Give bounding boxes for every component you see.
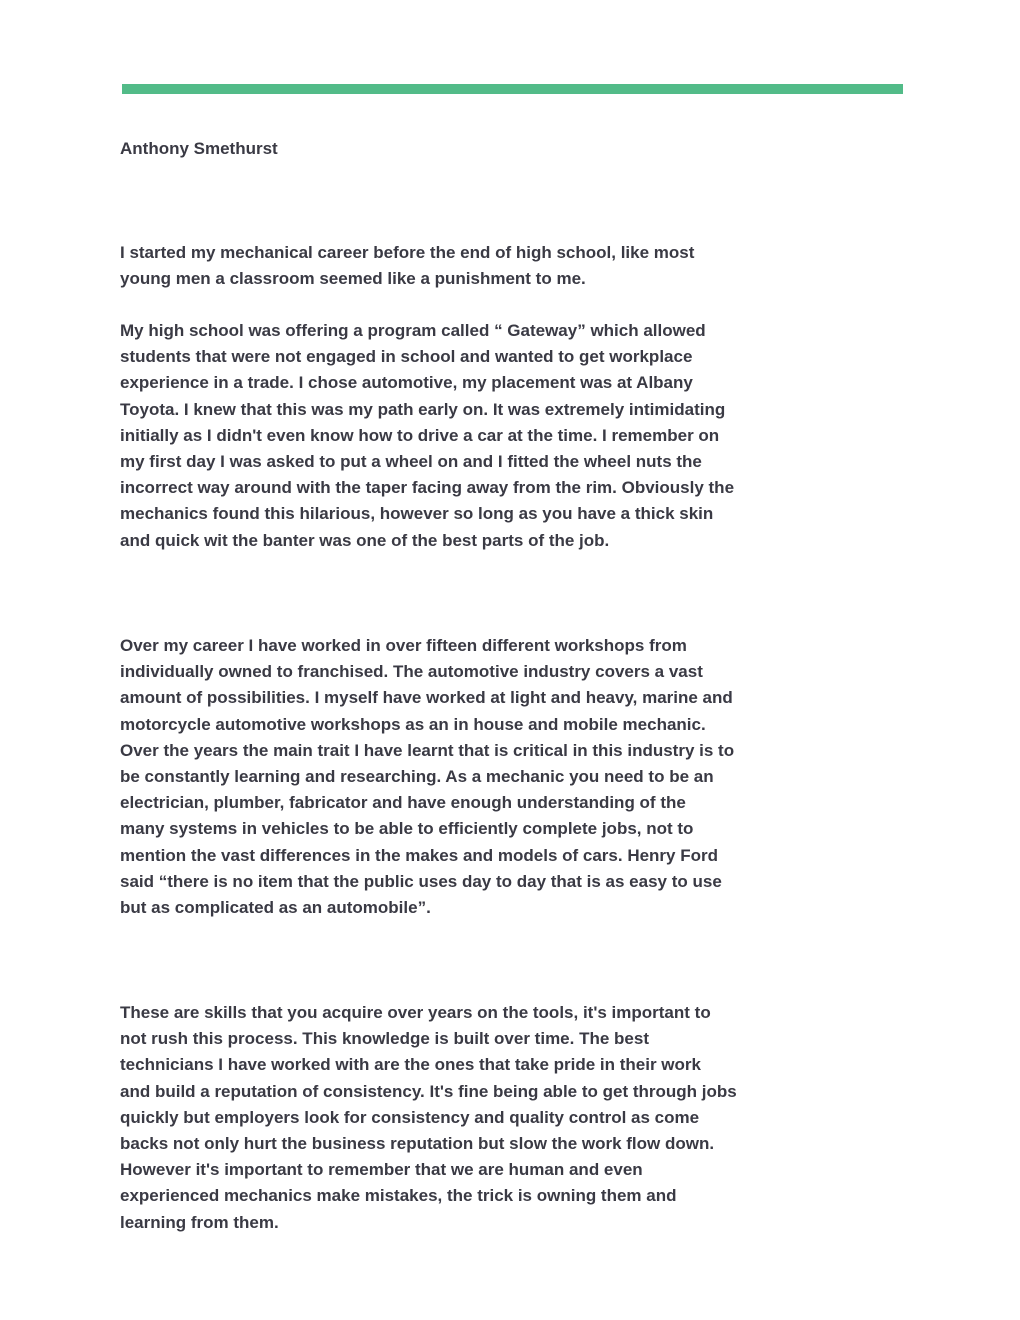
paragraph-line: technicians I have worked with are the ones that take pride in their work: [120, 1055, 701, 1075]
paragraph-line: incorrect way around with the taper facing away from the rim. Obviously the: [120, 478, 735, 498]
paragraph-line: electrician, plumber, fabricator and have enough understanding of the: [120, 793, 686, 813]
paragraph-line: students that were not engaged in school and wanted to get workplace: [120, 347, 693, 367]
paragraph-line: not rush this process. This knowledge is built over time. The best: [120, 1029, 649, 1049]
paragraph-line: However it's important to remember that we are human and even: [120, 1160, 643, 1180]
paragraph-line: backs not only hurt the business reputation but slow the work flow down.: [120, 1134, 715, 1154]
paragraph-line: mechanics found this hilarious, however so long as you have a thick skin: [120, 504, 714, 524]
paragraph-line: young men a classroom seemed like a punishment to me.: [120, 269, 586, 289]
paragraph-4: [120, 1000, 770, 1236]
paragraph-line: I started my mechanical career before the end of high school, like most: [120, 243, 695, 262]
paragraph-1: [120, 240, 770, 292]
paragraph-line: Toyota. I knew that this was my path early on. It was extremely intimidating: [120, 399, 726, 419]
paragraph-line: Over my career I have worked in over fifteen different workshops from: [120, 636, 687, 655]
header-accent-bar: [122, 84, 903, 94]
paragraph-line: initially as I didn't even know how to drive a car at the time. I remember on: [120, 425, 720, 445]
paragraph-line: my first day I was asked to put a wheel on and I fitted the wheel nuts the: [120, 452, 702, 472]
paragraph-line: mention the vast differences in the makes and models of cars. Henry Ford: [120, 845, 718, 865]
paragraph-line: learning from them.: [120, 1212, 279, 1232]
paragraph-line: many systems in vehicles to be able to efficiently complete jobs, not to: [120, 819, 694, 839]
paragraph-line: but as complicated as an automobile”.: [120, 898, 431, 918]
paragraph-3: [120, 633, 770, 921]
paragraph-line: and build a reputation of consistency. It's fine being able to get through jobs: [120, 1081, 737, 1101]
paragraph-line: be constantly learning and researching. As a mechanic you need to be an: [120, 767, 714, 787]
paragraph-2: [120, 318, 770, 554]
author-name: Anthony Smethurst: [120, 139, 278, 158]
paragraph-line: said “there is no item that the public uses day to day that is as easy to use: [120, 871, 722, 891]
paragraph-line: Over the years the main trait I have learnt that is critical in this industry is to: [120, 740, 735, 760]
paragraph-line: quickly but employers look for consistency and quality control as come: [120, 1107, 700, 1127]
paragraph-line: motorcycle automotive workshops as an in house and mobile mechanic.: [120, 714, 706, 734]
paragraph-line: My high school was offering a program called “ Gateway” which allowed: [120, 321, 706, 340]
paragraph-line: These are skills that you acquire over years on the tools, it's important to: [120, 1003, 711, 1022]
paragraph-line: experienced mechanics make mistakes, the trick is owning them and: [120, 1186, 677, 1206]
paragraph-line: individually owned to franchised. The automotive industry covers a vast: [120, 662, 703, 682]
paragraph-line: amount of possibilities. I myself have worked at light and heavy, marine and: [120, 688, 733, 708]
paragraph-line: and quick wit the banter was one of the best parts of the job.: [120, 530, 610, 550]
paragraph-line: experience in a trade. I chose automotive, my placement was at Albany: [120, 373, 693, 393]
